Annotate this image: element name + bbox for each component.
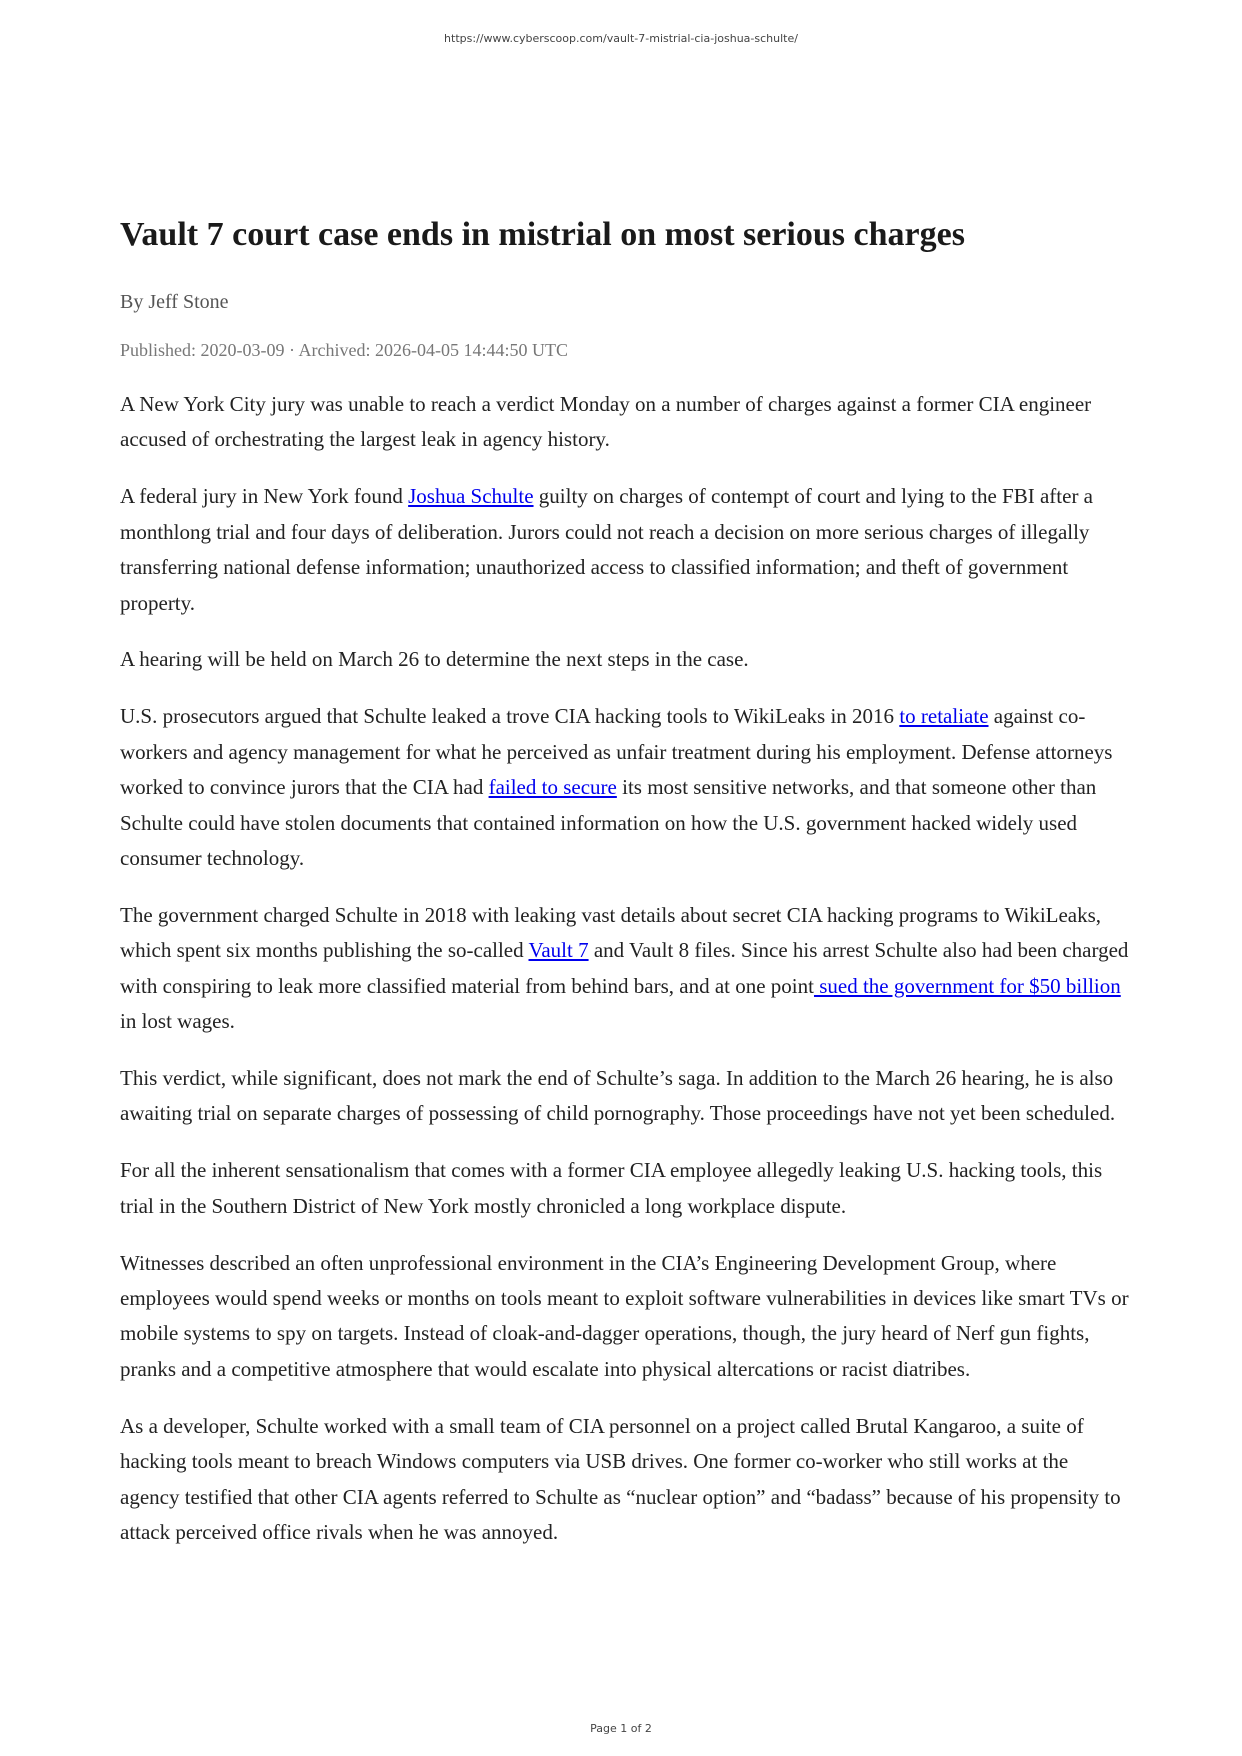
article — [120, 212, 1130, 1572]
paragraph-4-text-a: U.S. prosecutors argued that Schulte leaked a trove CIA hacking tools to WikiLeaks in 2016 — [120, 704, 900, 729]
article-meta: Published: 2020-03-09 · Archived: 2026-04-05 14:44:50 UTC — [120, 340, 568, 360]
link-failed-to-secure[interactable]: failed to secure — [488, 775, 617, 800]
paragraph-5 — [120, 898, 1130, 1040]
article-byline: By Jeff Stone — [120, 291, 229, 313]
paragraph-6: This verdict, while significant, does not mark the end of Schulte’s saga. In addition to the March 26 hearing, he is also awaiting trial on separate charges of possessing of child pornography. Those proceedings have not yet been scheduled. — [120, 1066, 1116, 1126]
link-joshua-schulte[interactable]: Joshua Schulte — [408, 484, 534, 509]
paragraph-5-text-b: and Vault 8 files. Since his arrest Schulte also had been charged with conspiring to leak more classified material from behind bars, and at one point — [120, 938, 1129, 998]
page-number: Page 1 of 2 — [590, 1722, 652, 1735]
paragraph-4-text-c: its most sensitive networks, and that someone other than Schulte could have stolen documents that contained information on how the U.S. government hacked widely used consumer technology. — [120, 775, 1097, 870]
paragraph-5-text-c: in lost wages. — [120, 1009, 235, 1034]
paragraph-5-text-a: The government charged Schulte in 2018 with leaking vast details about secret CIA hacking programs to WikiLeaks, which spent six months publishing the so-called — [120, 902, 1102, 963]
article-body — [120, 387, 1130, 1550]
link-to-retaliate[interactable]: to retaliate — [899, 704, 989, 729]
link-sued-the-government[interactable]: sued the government for $50 billion — [813, 973, 1121, 998]
paragraph-9: As a developer, Schulte worked with a small team of CIA personnel on a project called Brutal Kangaroo, a suite of hacking tools meant to breach Windows computers via USB drives. One former co-worker who still works at the agency testified that other CIA agents referred to Schulte as “nuclear option” and “badass” because of his propensity to attack perceived office rivals when he was annoyed. — [120, 1413, 1121, 1544]
article-title: Vault 7 court case ends in mistrial on most serious charges — [120, 216, 965, 253]
paragraph-7: For all the inherent sensationalism that comes with a former CIA employee allegedly leaking U.S. hacking tools, this trial in the Southern District of New York mostly chronicled a long workplace dispute. — [120, 1158, 1103, 1218]
paragraph-8: Witnesses described an often unprofessional environment in the CIA’s Engineering Development Group, where employees would spend weeks or months on tools meant to exploit software vulnerabilities in devices like smart TVs or mobile systems to spy on targets. Instead of cloak-and-dagger operations, though, the jury heard of Nerf gun fights, pranks and a competitive atmosphere that would escalate into physical altercations or racist diatribes. — [120, 1250, 1129, 1381]
paragraph-2-text-b: guilty on charges of contempt of court and lying to the FBI after a monthlong trial and four days of deliberation. Jurors could not reach a decision on more serious charges of illegally transferring national defense information; unauthorized access to classified information; and theft of government property. — [120, 484, 1094, 615]
paragraph-1: A New York City jury was unable to reach a verdict Monday on a number of charges against a former CIA engineer accused of orchestrating the largest leak in agency history. — [120, 392, 1092, 452]
paragraph-4 — [120, 699, 1130, 876]
paragraph-3: A hearing will be held on March 26 to determine the next steps in the case. — [120, 647, 749, 672]
link-vault-7[interactable]: Vault 7 — [528, 938, 589, 963]
page-url: https://www.cyberscoop.com/vault-7-mistrial-cia-joshua-schulte/ — [444, 32, 798, 45]
paragraph-2-text-a: A federal jury in New York found — [120, 484, 409, 509]
paragraph-4-text-b: against co-workers and agency management for what he perceived as unfair treatment during his employment. Defense attorneys worked to convince jurors that the CIA had — [120, 704, 1113, 800]
paragraph-2 — [120, 479, 1130, 621]
